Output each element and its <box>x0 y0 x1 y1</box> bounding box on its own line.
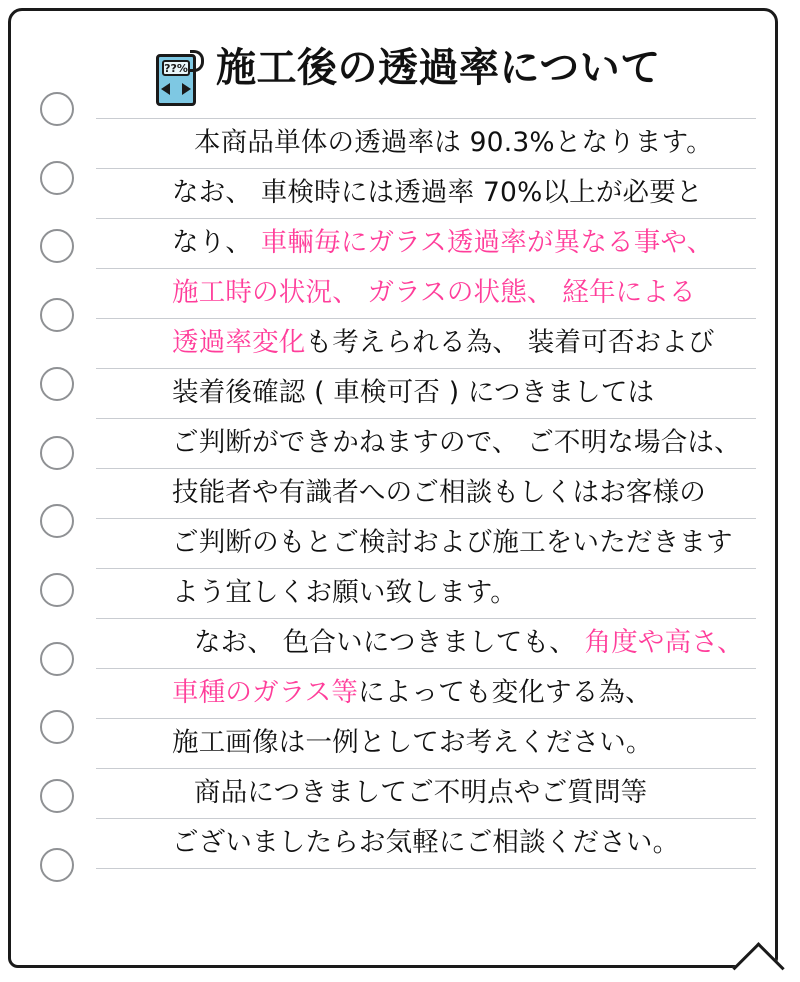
body-text-segment: 装着後確認 ( 車検可否 ) につきましては <box>172 377 655 408</box>
text-line <box>150 668 762 718</box>
paragraph <box>150 768 762 868</box>
text-line <box>150 618 762 668</box>
meter-arrows <box>161 82 191 96</box>
paragraph <box>150 618 762 768</box>
text-line <box>150 368 762 418</box>
paragraph <box>150 118 762 618</box>
punch-hole <box>40 504 74 538</box>
meter-handle <box>190 50 204 72</box>
body-text-segment: 本商品単体の透過率は 90.3%となります。 <box>194 127 713 158</box>
text-line <box>150 168 762 218</box>
meter-screen-label: ??% <box>162 60 190 76</box>
text-line <box>150 718 762 768</box>
punch-hole <box>40 367 74 401</box>
document-heading <box>150 40 762 112</box>
highlighted-text: 透過率変化 <box>172 327 306 358</box>
body-text-segment: なお、 車検時には透過率 70%以上が必要と <box>172 177 703 208</box>
body-text-segment: ございましたらお気軽にご相談ください。 <box>172 827 680 858</box>
document-body <box>150 118 762 868</box>
highlighted-text: 角度や高さ、 <box>584 627 744 658</box>
body-text-segment: なり、 <box>172 227 261 258</box>
punch-hole <box>40 642 74 676</box>
punch-holes <box>34 92 80 882</box>
text-line <box>150 318 762 368</box>
punch-hole <box>40 710 74 744</box>
arrow-right-icon <box>182 83 191 95</box>
punch-hole <box>40 779 74 813</box>
body-text-segment: 商品につきましてご不明点やご質問等 <box>194 777 648 808</box>
page-title: 施工後の透過率について <box>216 45 661 91</box>
punch-hole <box>40 92 74 126</box>
arrow-left-icon <box>161 83 170 95</box>
text-line <box>150 518 762 568</box>
body-text-segment: 技能者や有識者へのご相談もしくはお客様の <box>172 477 706 508</box>
text-line <box>150 118 762 168</box>
body-text-segment: ご判断のもとご検討および施工をいただきます <box>172 527 733 558</box>
text-line <box>150 418 762 468</box>
body-text-segment: よう宜しくお願い致します。 <box>172 577 517 608</box>
body-text-segment: なお、 色合いにつきましても、 <box>194 627 585 658</box>
punch-hole <box>40 573 74 607</box>
body-text-segment: ご判断ができかねますので、 ご不明な場合は、 <box>172 427 741 458</box>
text-line <box>150 818 762 868</box>
punch-hole <box>40 298 74 332</box>
document-content <box>150 40 762 868</box>
highlighted-text: 車輛毎にガラス透過率が異なる事や、 <box>260 227 714 258</box>
body-text-segment: によっても変化する為、 <box>358 677 652 708</box>
paper-corner-fold <box>732 942 784 982</box>
text-line <box>150 218 762 268</box>
punch-hole <box>40 161 74 195</box>
punch-hole <box>40 848 74 882</box>
highlighted-text: 施工時の状況、 ガラスの状態、 経年による <box>172 277 696 308</box>
highlighted-text: 車種のガラス等 <box>172 677 359 708</box>
body-text-segment: も考えられる為、 装着可否および <box>305 327 715 358</box>
text-line <box>150 568 762 618</box>
body-text-segment: 施工画像は一例としてお考えください。 <box>172 727 653 758</box>
text-line <box>150 768 762 818</box>
light-transmittance-meter-icon <box>150 50 206 110</box>
punch-hole <box>40 436 74 470</box>
text-line <box>150 468 762 518</box>
punch-hole <box>40 229 74 263</box>
text-line <box>150 268 762 318</box>
